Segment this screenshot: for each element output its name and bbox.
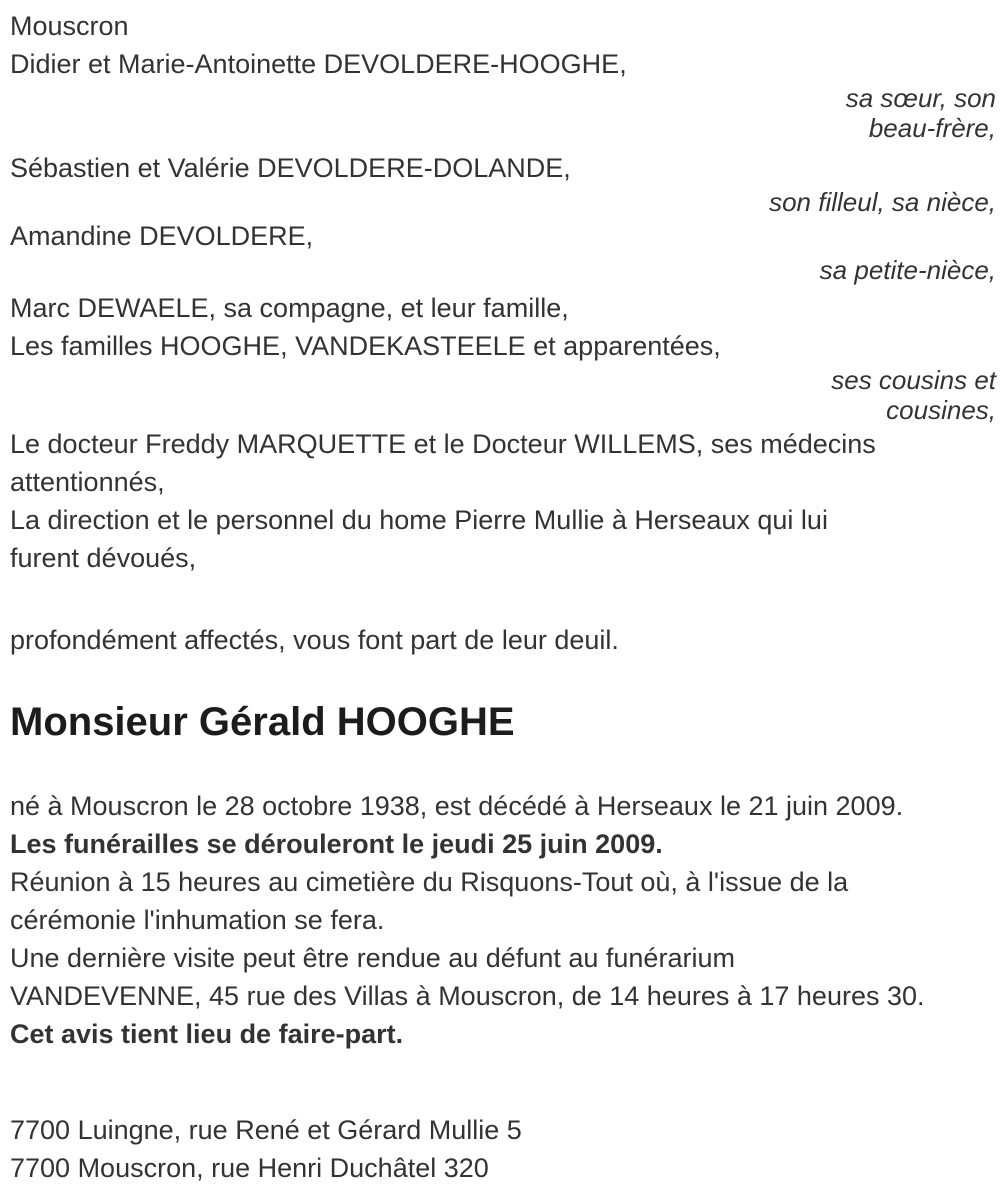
funeral-date-line: Les funérailles se dérouleront le jeudi 25 juin 2009. <box>10 829 663 859</box>
mourner-names: Didier et Marie-Antoinette DEVOLDERE-HOOGHE, <box>10 49 627 79</box>
address-line: 7700 Luingne, rue René et Gérard Mullie 5 <box>10 1115 522 1145</box>
mourner-names: Sébastien et Valérie DEVOLDERE-DOLANDE, <box>10 153 571 183</box>
closing-line: profondément affectés, vous font part de leur deuil. <box>10 625 619 655</box>
relation-line: beau-frère, <box>868 113 996 143</box>
mourner-names: Amandine DEVOLDERE, <box>10 221 314 251</box>
birth-death-line: né à Mouscron le 28 octobre 1938, est décédé à Herseaux le 21 juin 2009. <box>10 791 904 821</box>
relation-line: ses cousins et <box>831 365 996 395</box>
ceremony-line: cérémonie l'inhumation se fera. <box>10 905 385 935</box>
relation-line: cousines, <box>886 395 996 425</box>
ceremony-line: Réunion à 15 heures au cimetière du Risquons-Tout où, à l'issue de la <box>10 867 849 897</box>
deceased-name-heading: Monsieur Gérald HOOGHE <box>10 700 515 744</box>
faire-part-line: Cet avis tient lieu de faire-part. <box>10 1019 404 1049</box>
tribute-line: Le docteur Freddy MARQUETTE et le Docteur WILLEMS, ses médecins <box>10 429 876 459</box>
relation-line: sa sœur, son <box>845 83 996 113</box>
tribute-line: attentionnés, <box>10 467 165 497</box>
visit-line: Une dernière visite peut être rendue au défunt au funérarium <box>10 943 735 973</box>
mourner-names: Marc DEWAELE, sa compagne, et leur famille, <box>10 293 569 323</box>
relation-line: sa petite-nièce, <box>819 255 996 285</box>
visit-line: VANDEVENNE, 45 rue des Villas à Mouscron, de 14 heures à 17 heures 30. <box>10 981 925 1011</box>
tribute-line: La direction et le personnel du home Pierre Mullie à Herseaux qui lui <box>10 505 828 535</box>
city-line: Mouscron <box>10 11 129 41</box>
mourner-names: Les familles HOOGHE, VANDEKASTEELE et apparentées, <box>10 331 721 361</box>
tribute-line: furent dévoués, <box>10 543 197 573</box>
address-line: 7700 Mouscron, rue Henri Duchâtel 320 <box>10 1153 489 1183</box>
relation-line: son filleul, sa nièce, <box>769 187 996 217</box>
